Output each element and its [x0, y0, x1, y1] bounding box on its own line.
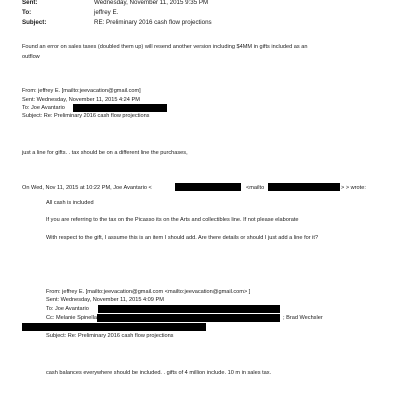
quote2-intro-mid: <mailto — [246, 185, 265, 191]
redaction-block — [268, 183, 340, 191]
quote2-line-3: With respect to the gift, I assume this is an item I should add. Are there details or should I just add a line for it? — [46, 235, 319, 241]
quote3-from: From: jeffrey E. [mailto:jeevacation@gmail.com <mailto:jeevacation@gmail.com> ] — [46, 289, 251, 295]
redaction-block — [22, 323, 206, 331]
to-value: jeffrey E. — [94, 9, 119, 16]
redaction-block — [97, 314, 280, 322]
quote2-intro-suffix: > > wrote: — [341, 185, 366, 191]
quote2-line-2: If you are referring to the tax on the Picasso its on the Arts and collectibles line. If not please elaborate — [46, 217, 299, 223]
quote3-sent: Sent: Wednesday, November 11, 2015 4:09 PM — [46, 297, 164, 303]
quote3-to: To: Joe Avantario — [46, 306, 89, 312]
quote3-subject: Subject: Re: Preliminary 2016 cash flow projections — [46, 333, 174, 339]
subject-label: Subject: — [22, 19, 47, 26]
quote1-message: just a line for gifts. . tax should be on a different line the purchases, — [22, 150, 188, 156]
quote1-from: From: jeffrey E. [mailto:jeevacation@gmail.com] — [22, 88, 141, 94]
body-line-2: outflow — [22, 54, 40, 60]
redaction-block — [98, 305, 280, 313]
quote1-sent: Sent: Wednesday, November 11, 2015 4:24 PM — [22, 97, 140, 103]
body-line-1: Found an error on sales taxes (doubled them up) will resend another version including $4MM in gifts included as an — [22, 44, 308, 50]
quote3-cc-suffix: ; Brad Wechsler — [283, 315, 323, 321]
quote2-intro-prefix: On Wed, Nov 11, 2015 at 10:22 PM, Joe Avantario < — [22, 185, 152, 191]
quote3-message: cash balances everywhere should be included. . gifts of 4 million include. 10 m in sales tax. — [46, 370, 272, 376]
quote2-line-1: All cash is included — [46, 200, 94, 206]
sent-label: Sent: — [22, 0, 38, 6]
subject-value: RE: Preliminary 2016 cash flow projections — [94, 19, 212, 26]
sent-value: Wednesday, November 11, 2015 9:35 PM — [94, 0, 209, 6]
quote1-subject: Subject: Re: Preliminary 2016 cash flow projections — [22, 113, 150, 119]
redaction-block — [73, 104, 167, 112]
to-label: To: — [22, 9, 32, 16]
quote3-cc: Cc: Melanie Spinella — [46, 315, 97, 321]
redaction-block — [175, 183, 241, 191]
quote1-to: To: Joe Avantario — [22, 105, 65, 111]
